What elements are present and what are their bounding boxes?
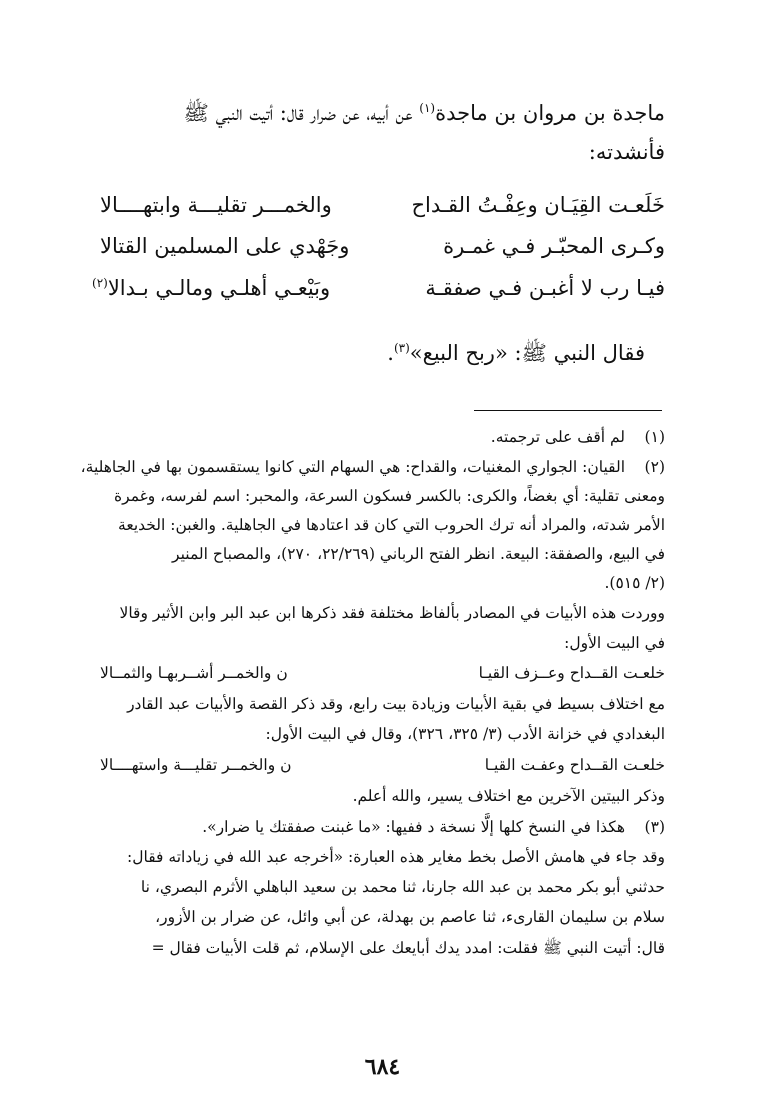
- fn2-line-10: وذكر البيتين الآخرين مع اختلاف يسير، والله أعلم.: [352, 787, 665, 805]
- fn2-line-5: (٢/ ٥١٥).: [604, 574, 665, 592]
- footnote-separator: [474, 410, 662, 411]
- poem-1-right: خَلَعـت القِيَـان وعِفْـتُ القـداح: [411, 193, 665, 217]
- fn2-line-7: في البيت الأول:: [564, 634, 665, 652]
- closing-line: [387, 340, 645, 371]
- poem-3-right: فيـا رب لا أغبـن فـي صفقـة: [425, 276, 665, 300]
- fn2-number: (٢): [644, 458, 665, 476]
- fn3-line-3: حدثني أبو بكر محمد بن عبد الله جارنا، ثنا محمد بن سعيد الباهلي الأثرم البصري، نا: [140, 878, 665, 896]
- poem-1-left: والخمـــر تقليـــة وابتهــــالا: [100, 193, 332, 217]
- fn2-line-6: ووردت هذه الأبيات في المصادر بألفاظ مختلفة فقد ذكرها ابن عبد البر وابن الأثير وقالا: [119, 604, 665, 622]
- fn2-line-9: البغدادي في خزانة الأدب (٣/ ٣٢٥، ٣٢٦)، وقال في البيت الأول:: [265, 725, 665, 743]
- fn2-verse-1-left: ن والخمــر أشــربهـا والثمــالا: [100, 664, 288, 682]
- main-line-1-a: ماجدة بن مروان بن ماجدة: [435, 101, 665, 125]
- fn2-verse-2-right: خلعـت القــداح وعفـت القيـا: [484, 756, 665, 774]
- fn1-number: (١): [644, 428, 665, 446]
- footnote-ref-1: (١): [419, 101, 436, 115]
- fn3-line-1: هكذا في النسخ كلها إلَّا نسخة د ففيها: «ما غبنت صفقتك يا ضرار».: [202, 818, 625, 836]
- fn2-line-2: ومعنى تقلية: أي بغضاً، والكرى: بالكسر فسكون السرعة، والمحبر: اسم لفرسه، وغمرة: [114, 487, 665, 505]
- fn2-line-3: الأمر شدته، والمراد أنه ترك الحروب التي كان قد اعتادها في الجاهلية. والغبن: الخديعة: [118, 516, 665, 534]
- page-number: ٦٨٤: [364, 1054, 401, 1080]
- fn2-verse-2-left: ن والخمــر تقليـــة واستهــــالا: [100, 756, 292, 774]
- main-line-1: [184, 100, 665, 131]
- fn3-line-2: وقد جاء في هامش الأصل بخط مغاير هذه العبارة: «أخرجه عبد الله في زياداته فقال:: [127, 848, 665, 866]
- fn3-line-4: سلام بن سليمان القارىء، ثنا عاصم بن بهدلة، عن أبي وائل، عن ضرار بن الأزور،: [155, 908, 665, 926]
- fn3-line-5: قال: أتيت النبي ﷺ فقلت: امدد يدك أبايعك على الإسلام، ثم قلت الأبيات فقال =: [151, 939, 665, 957]
- footnote-ref-3: (٣): [393, 341, 410, 355]
- poem-3-left-text: وبَيْعـي أهلـي ومالـي بـدالا: [107, 276, 331, 300]
- fn3-number: (٣): [644, 818, 665, 836]
- main-line-1-b: عن أبيه، عن ضرار قال: أتيت النبي ﷺ: [183, 101, 420, 125]
- footnote-ref-2: (٢): [92, 276, 108, 290]
- fn2-line-1: القيان: الجواري المغنيات، والقداح: هي السهام التي كانوا يستقسمون بها في الجاهلية،: [80, 458, 625, 476]
- fn2-line-8: مع اختلاف بسيط في بقية الأبيات وزيادة بيت رابع، وقد ذكر القصة والأبيات عبد القادر: [127, 695, 665, 713]
- poem-3-left: [92, 276, 330, 300]
- main-line-2: فأنشدته:: [588, 140, 665, 164]
- closing-period: .: [387, 341, 394, 365]
- fn2-verse-1-right: خلعـت القــداح وعــزف القيـا: [478, 664, 665, 682]
- closing-text: فقال النبي ﷺ: «ربح البيع»: [409, 341, 645, 365]
- fn1-text: لم أقف على ترجمته.: [490, 428, 625, 446]
- poem-2-right: وكـرى المحبّـر فـي غمـرة: [443, 234, 665, 258]
- poem-2-left: وجَهْدي على المسلمين القتالا: [100, 234, 350, 258]
- fn2-line-4: في البيع، والصفقة: البيعة. انظر الفتح الرباني (٢٢/٢٦٩، ٢٧٠)، والمصباح المنير: [172, 545, 665, 563]
